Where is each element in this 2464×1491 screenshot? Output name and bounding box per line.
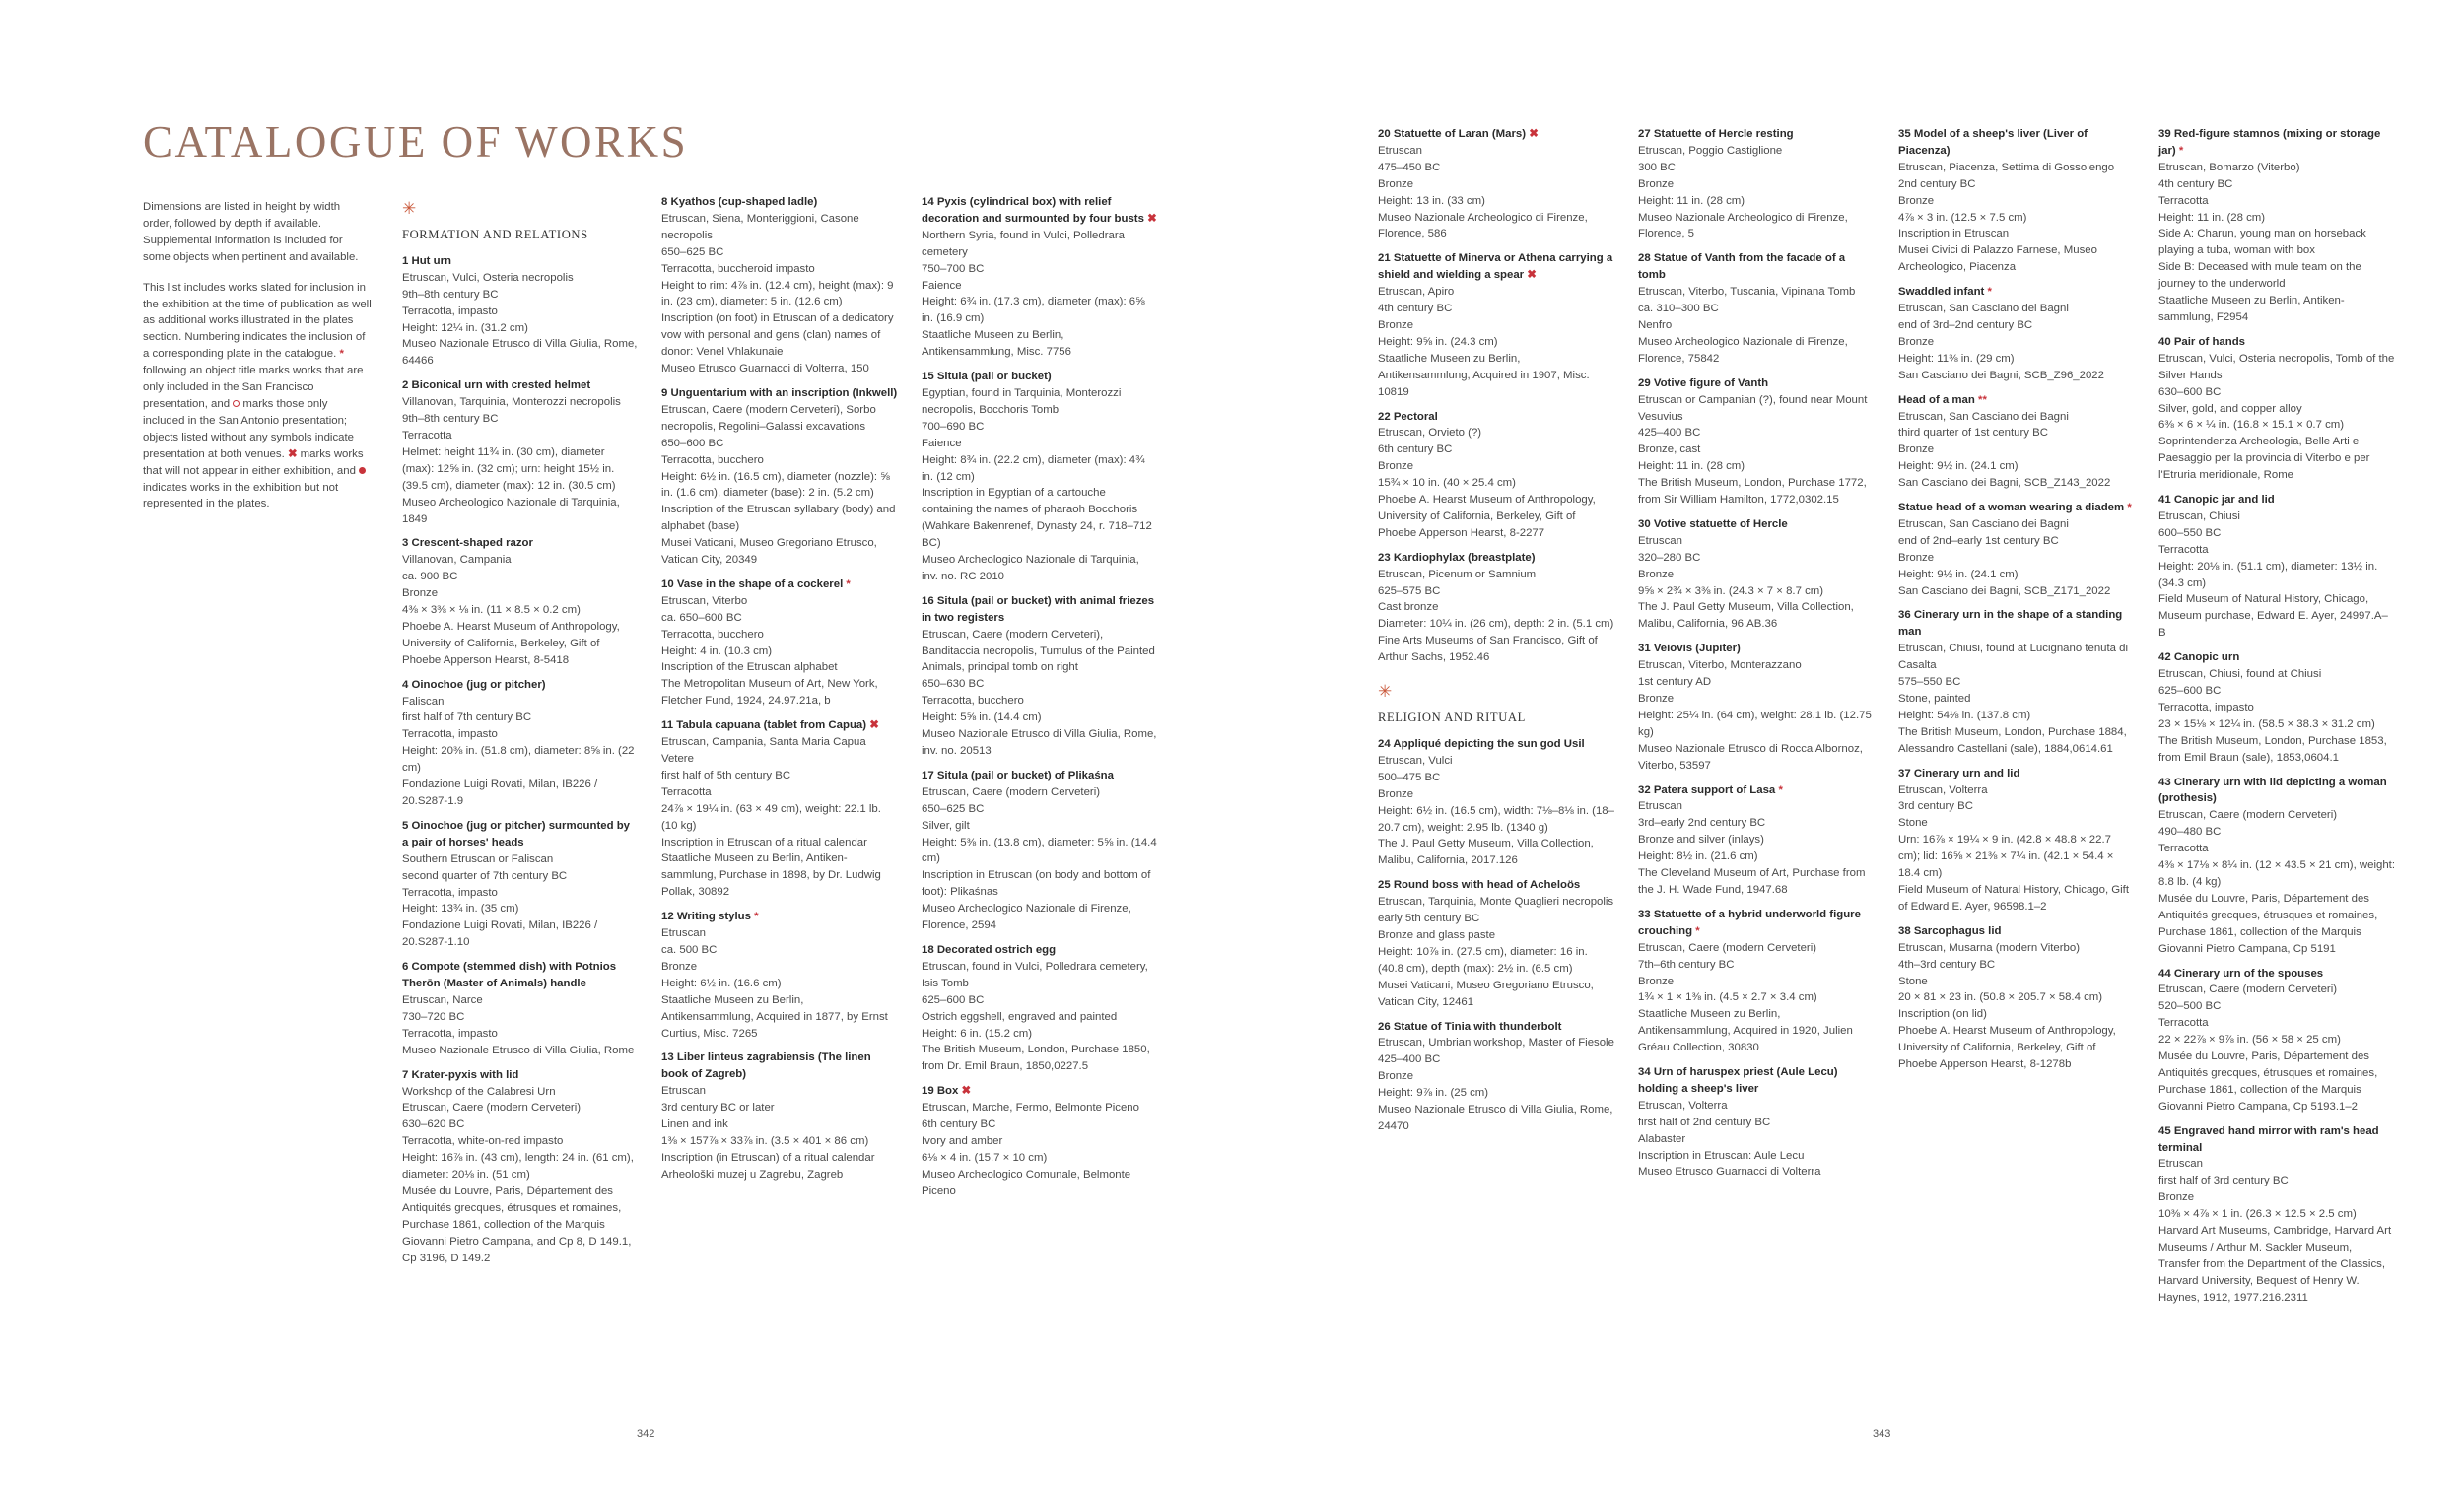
star-marker-icon: * (2178, 144, 2184, 157)
star-marker-icon: * (1987, 286, 1992, 299)
catalogue-entry: 3 Crescent-shaped razor Villanovan, Campania ca. 900 BC Bronze 4⅜ × 3⅜ × ⅛ in. (11 × 8.5 × 0.2 cm) Phoebe A. Hearst Museum of Anthropology, University of California, Berkeley, Gift of Phoebe Apperson Hearst, 8-5418 (402, 537, 620, 666)
catalogue-entry: 32 Patera support of Lasa * Etruscan 3rd–early 2nd century BC Bronze and silver (inlays) Height: 8½ in. (21.6 cm) The Cleveland Museum of Art, Purchase from the J. H. Wade Fund, 1947.68 (1638, 783, 1866, 896)
catalogue-entry: 39 Red-figure stamnos (mixing or storage jar) * Etruscan, Bomarzo (Viterbo) 4th century BC Terracotta Height: 11 in. (28 cm) Side A: Charun, young man on horseback playing a tuba, woman with box Side B: Deceased with mule team on the journey to the underworld Staatliche Museen zu Berlin, Antiken-sammlung, F2954 (2158, 128, 2381, 323)
catalogue-column-4 (1378, 126, 1614, 1143)
catalogue-entry: 40 Pair of hands Etruscan, Vulci, Osteria necropolis, Tomb of the Silver Hands 630–600 BC Silver, gold, and copper alloy 6⅜ × 6 × ¼ in. (16.8 × 15.1 × 0.7 cm) Soprintendenza Archeologia, Belle Arti e Paesaggio per la provincia di Viterbo e per l'Etruria meridionale, Rome (2158, 335, 2395, 482)
star-marker-icon: * (754, 911, 759, 923)
catalogue-column-3 (922, 194, 1158, 1208)
catalogue-entry: 35 Model of a sheep's liver (Liver of Piacenza) Etruscan, Piacenza, Settima di Gossolengo 2nd century BC Bronze 4⅞ × 3 in. (12.5 × 7.5 cm) Inscription in Etruscan Musei Civici di Palazzo Farnese, Museo Archeologico, Piacenza (1898, 128, 2115, 274)
catalogue-entry: 28 Statue of Vanth from the facade of a tomb Etruscan, Viterbo, Tuscania, Vipinana Tomb ca. 310–300 BC Nenfro Museo Archeologico Nazionale di Firenze, Florence, 75842 (1638, 252, 1856, 365)
catalogue-entry: 11 Tabula capuana (tablet from Capua) ✖ Etruscan, Campania, Santa Maria Capua Vetere first half of 5th century BC Terracotta 24⅞ × 19¼ in. (63 × 49 cm), weight: 22.1 lb. (10 kg) Inscription in Etruscan of a ritual calendar Staatliche Museen zu Berlin, Antiken-sammlung, Purchase in 1898, by Dr. Ludwig Pollak, 30892 (661, 719, 881, 899)
catalogue-entry: 43 Cinerary urn with lid depicting a woman (prothesis) Etruscan, Caere (modern Cerveteri) 490–480 BC Terracotta 4⅜ × 17⅛ × 8¼ in. (12 × 43.5 × 21 cm), weight: 8.8 lb. (4 kg) Musée du Louvre, Paris, Département des Antiquités grecques, étrusques et romaines, Purchase 1861, collection of the Marquis Giovanni Pietro Campana, Cp 5191 (2158, 776, 2395, 955)
catalogue-column-2 (661, 194, 898, 1191)
folio-right: 343 (1873, 1428, 1891, 1440)
catalogue-entry: 15 Situla (pail or bucket) Egyptian, found in Tarquinia, Monterozzi necropolis, Bocchoris Tomb 700–690 BC Faience Height: 8¾ in. (22.2 cm), diameter (max): 4¾ in. (12 cm) Inscription in Egyptian of a cartouche containing the names of pharaoh Bocchoris (Wahkare Bakenrenef, Dynasty 24, r. 718–712 BC) Museo Archeologico Nazionale di Tarquinia, inv. no. RC 2010 (922, 371, 1152, 582)
section-religion (1378, 682, 1614, 726)
catalogue-entry: 19 Box ✖ Etruscan, Marche, Fermo, Belmonte Piceno 6th century BC Ivory and amber 6⅛ × 4 in. (15.7 × 10 cm) Museo Archeologico Comunale, Belmonte Piceno (922, 1085, 1139, 1197)
catalogue-entry: 33 Statuette of a hybrid underworld figure crouching * Etruscan, Caere (modern Cerveteri) 7th–6th century BC Bronze 1¾ × 1 × 1⅜ in. (4.5 × 2.7 × 3.4 cm) Staatliche Museen zu Berlin, Antikensammlung, Acquired in 1920, Julien Gréau Collection, 30830 (1638, 908, 1861, 1054)
catalogue-entry: 34 Urn of haruspex priest (Aule Lecu) holding a sheep's liver Etruscan, Volterra first half of 2nd century BC Alabaster Inscription in Etruscan: Aule Lecu Museo Etrusco Guarnacci di Volterra (1638, 1066, 1838, 1179)
intro-paragraph-2: This list includes works slated for inclusion in the exhibition at the time of publication as well as additional works illustrated in the plates section. Numbering indicates the inclusion of a corresponding plate in the catalogue. * following an object title marks works that are only included in the San Francisco presentation, and marks those only included in the San Antonio presentation; objects listed without any symbols indicate presentation at both venues. ✖ marks works that will not appear in either exhibition, and indicates works in the exhibition but not represented in the plates. (143, 281, 372, 510)
catalogue-entry: 27 Statuette of Hercle resting Etruscan, Poggio Castiglione 300 BC Bronze Height: 11 in. (28 cm) Museo Nazionale Archeologico di Firenze, Florence, 5 (1638, 128, 1848, 240)
cross-marker-icon: ✖ (1527, 269, 1537, 282)
catalogue-entry: 38 Sarcophagus lid Etruscan, Musarna (modern Viterbo) 4th–3rd century BC Stone 20 × 81 × 23 in. (50.8 × 205.7 × 58.4 cm) Inscription (on lid) Phoebe A. Hearst Museum of Anthropology, University of California, Berkeley, Gift of Phoebe Apperson Hearst, 8-1278b (1898, 924, 2116, 1071)
section-title: RELIGION AND RITUAL (1378, 711, 1526, 725)
catalogue-entry: 6 Compote (stemmed dish) with Potnios Therōn (Master of Animals) handle Etruscan, Narce 730–720 BC Terracotta, impasto Museo Nazionale Etrusco di Villa Giulia, Rome (402, 961, 635, 1056)
catalogue-entry: 16 Situla (pail or bucket) with animal friezes in two registers Etruscan, Caere (modern Cerveteri), Banditaccia necropolis, Tumulus of the Painted Animals, principal tomb on right 650–630 BC Terracotta, bucchero Height: 5⅝ in. (14.4 cm) Museo Nazionale Etrusco di Villa Giulia, Rome, inv. no. 20513 (922, 594, 1157, 757)
cross-marker-icon: ✖ (1147, 212, 1157, 225)
cross-marker-icon: ✖ (1529, 128, 1539, 140)
catalogue-entry: 1 Hut urn Etruscan, Vulci, Osteria necropolis 9th–8th century BC Terracotta, impasto Height: 12¼ in. (31.2 cm) Museo Nazionale Etrusco di Villa Giulia, Rome, 64466 (402, 254, 638, 368)
catalogue-entry: 18 Decorated ostrich egg Etruscan, found in Vulci, Polledrara cemetery, Isis Tomb 625–600 BC Ostrich eggshell, engraved and painted Height: 6 in. (15.2 cm) The British Museum, London, Purchase 1850, from Dr. Emil Braun, 1850,0227.5 (922, 943, 1150, 1073)
catalogue-entry: 23 Kardiophylax (breastplate) Etruscan, Picenum or Samnium 625–575 BC Cast bronze Diameter: 10¼ in. (26 cm), depth: 2 in. (5.1 cm) Fine Arts Museums of San Francisco, Gift of Arthur Sachs, 1952.46 (1378, 551, 1614, 664)
catalogue-column-6 (1898, 126, 2135, 1081)
section-title: FORMATION AND RELATIONS (402, 228, 588, 241)
catalogue-entry: 25 Round boss with head of Acheloös Etruscan, Tarquinia, Monte Quaglieri necropolis early 5th century BC Bronze and glass paste Height: 10⅞ in. (27.5 cm), diameter: 16 in. (40.8 cm), depth (max): 2½ in. (6.5 cm) Musei Vaticani, Museo Gregoriano Etrusco, Vatican City, 12461 (1378, 879, 1614, 1008)
catalogue-entry: 13 Liber linteus zagrabiensis (The linen book of Zagreb) Etruscan 3rd century BC or later Linen and ink 1⅜ × 157⅞ × 33⅞ in. (3.5 × 401 × 86 cm) Inscription (in Etruscan) of a ritual calendar Arheološki muzej u Zagrebu, Zagreb (661, 1051, 875, 1181)
catalogue-entry: 31 Veiovis (Jupiter) Etruscan, Viterbo, Monterazzano 1st century AD Bronze Height: 25¼ in. (64 cm), weight: 28.1 lb. (12.75 kg) Museo Nazionale Etrusco di Rocca Albornoz, Viterbo, 53597 (1638, 643, 1872, 772)
catalogue-entry: 7 Krater-pyxis with lid Workshop of the Calabresi Urn Etruscan, Caere (modern Cerveteri) 630–620 BC Terracotta, white-on-red impasto Height: 16⅞ in. (43 cm), length: 24 in. (61 cm), diameter: 20⅛ in. (51 cm) Musée du Louvre, Paris, Département des Antiquités grecques, étrusques et romaines, Purchase 1861, collection of the Marquis Giovanni Pietro Campana, and Cp 8, D 149.1, Cp 3196, D 149.2 (402, 1068, 634, 1264)
catalogue-column-5 (1638, 126, 1875, 1188)
star-marker-icon: * (1778, 783, 1783, 796)
cross-marker-icon: ✖ (869, 719, 879, 732)
catalogue-column-1 (402, 199, 639, 1274)
intro-text (143, 199, 372, 526)
catalogue-entry: 17 Situla (pail or bucket) of Plikaśna Etruscan, Caere (modern Cerveteri) 650–625 BC Silver, gilt Height: 5⅜ in. (13.8 cm), diameter: 5⅝ in. (14.4 cm) Inscription in Etruscan (on body and bottom of foot): Plikaśnas Museo Archeologico Nazionale di Firenze, Florence, 2594 (922, 769, 1157, 932)
catalogue-entry: 20 Statuette of Laran (Mars) ✖ Etruscan 475–450 BC Bronze Height: 13 in. (33 cm) Museo Nazionale Archeologico di Firenze, Florence, 586 (1378, 128, 1588, 240)
intro-paragraph-1: Dimensions are listed in height by width order, followed by depth if available. Supplemental information is included for some objects when pertinent and available. (143, 201, 359, 263)
catalogue-entry: 36 Cinerary urn in the shape of a standing man Etruscan, Chiusi, found at Lucignano tenuta di Casalta 575–550 BC Stone, painted Height: 54⅛ in. (137.8 cm) The British Museum, London, Purchase 1884, Alessandro Castellani (sale), 1884,0614.61 (1898, 609, 2129, 755)
catalogue-entry: 30 Votive statuette of Hercle Etruscan 320–280 BC Bronze 9⅝ × 2¾ × 3⅜ in. (24.3 × 7 × 8.7 cm) The J. Paul Getty Museum, Villa Collection, Malibu, California, 96.AB.36 (1638, 517, 1854, 631)
catalogue-entry: 8 Kyathos (cup-shaped ladle) Etruscan, Siena, Monteriggioni, Casone necropolis 650–625 BC Terracotta, buccheroid impasto Height to rim: 4⅞ in. (12.4 cm), height (max): 9 in. (23 cm), diameter: 5 in. (12.6 cm) Inscription (on foot) in Etruscan of a dedicatory vow with personal and gens (clan) names of donor: Venel Vhlakunaie Museo Etrusco Guarnacci di Volterra, 150 (661, 196, 894, 375)
catalogue-column-7 (2158, 126, 2395, 1315)
rosette-icon: ✳ (1378, 682, 1393, 702)
catalogue-entry: 29 Votive figure of Vanth Etruscan or Campanian (?), found near Mount Vesuvius 425–400 BC Bronze, cast Height: 11 in. (28 cm) The British Museum, London, Purchase 1772, from Sir William Hamilton, 1772,0302.15 (1638, 376, 1868, 507)
star-marker-icon: * (339, 348, 344, 361)
catalogue-entry: 42 Canopic urn Etruscan, Chiusi, found at Chiusi 625–600 BC Terracotta, impasto 23 × 15⅛ × 12¼ in. (58.5 × 38.3 × 31.2 cm) The British Museum, London, Purchase 1853, from Emil Braun (sale), 1853,0604.1 (2158, 651, 2387, 764)
catalogue-entry: 5 Oinochoe (jug or pitcher) surmounted by a pair of horses' heads Southern Etruscan or Faliscan second quarter of 7th century BC Terracotta, impasto Height: 13¾ in. (35 cm) Fondazione Luigi Rovati, Milan, IB226 / 20.S287-1.10 (402, 819, 630, 949)
catalogue-entry: 24 Appliqué depicting the sun god Usil Etruscan, Vulci 500–475 BC Bronze Height: 6½ in. (16.5 cm), width: 7⅛–8⅛ in. (18–20.7 cm), weight: 2.95 lb. (1340 g) The J. Paul Getty Museum, Villa Collection, Malibu, California, 2017.126 (1378, 738, 1614, 867)
rosette-icon: ✳ (402, 199, 417, 218)
catalogue-entry: 41 Canopic jar and lid Etruscan, Chiusi 600–550 BC Terracotta Height: 20⅛ in. (51.1 cm), diameter: 13½ in. (34.3 cm) Field Museum of Natural History, Chicago, Museum purchase, Edward E. Ayer, 24997.A–B (2158, 494, 2388, 640)
catalogue-entry: 26 Statue of Tinia with thunderbolt Etruscan, Umbrian workshop, Master of Fiesole 425–400 BC Bronze Height: 9⅞ in. (25 cm) Museo Nazionale Etrusco di Villa Giulia, Rome, 24470 (1378, 1020, 1614, 1132)
section-formation (402, 199, 639, 243)
catalogue-entry: 44 Cinerary urn of the spouses Etruscan, Caere (modern Cerveteri) 520–500 BC Terracotta 22 × 22⅞ × 9⅞ in. (56 × 58 × 25 cm) Musée du Louvre, Paris, Département des Antiquités grecques, étrusques et romaines, Purchase 1861, collection of the Marquis Giovanni Pietro Campana, Cp 5193.1–2 (2158, 967, 2378, 1113)
star-marker-icon: * (1695, 924, 1700, 937)
cross-marker-icon: ✖ (961, 1085, 972, 1098)
star-marker-icon: * (2127, 502, 2132, 514)
catalogue-entry: 45 Engraved hand mirror with ram's head terminal Etruscan first half of 3rd century BC Bronze 10⅜ × 4⅞ × 1 in. (26.3 × 12.5 × 2.5 cm) Harvard Art Museums, Cambridge, Harvard Art Museums / Arthur M. Sackler Museum, Transfer from the Department of the Classics, Harvard University, Bequest of Henry W. Haynes, 1912, 1977.216.2311 (2158, 1124, 2392, 1304)
star-marker-icon: * (846, 577, 851, 590)
star-marker-icon: ** (1978, 393, 1987, 406)
catalogue-entry: 9 Unguentarium with an inscription (Inkwell) Etruscan, Caere (modern Cerveteri), Sorbo necropolis, Regolini–Galassi excavations 650–600 BC Terracotta, bucchero Height: 6½ in. (16.5 cm), diameter (nozzle): ⅝ in. (1.6 cm), diameter (base): 2 in. (5.2 cm) Inscription of the Etruscan syllabary (body) and alphabet (base) Musei Vaticani, Museo Gregoriano Etrusco, Vatican City, 20349 (661, 386, 898, 567)
catalogue-entry: Head of a man ** Etruscan, San Casciano dei Bagni third quarter of 1st century BC Bronze Height: 9½ in. (24.1 cm) San Casciano dei Bagni, SCB_Z143_2022 (1898, 393, 2111, 490)
ring-marker-icon (233, 400, 240, 407)
catalogue-entry: 12 Writing stylus * Etruscan ca. 500 BC Bronze Height: 6½ in. (16.6 cm) Staatliche Museen zu Berlin, Antikensammlung, Acquired in 1877, by Ernst Curtius, Misc. 7265 (661, 911, 888, 1040)
catalogue-entry: Swaddled infant * Etruscan, San Casciano dei Bagni end of 3rd–2nd century BC Bronze Height: 11⅜ in. (29 cm) San Casciano dei Bagni, SCB_Z96_2022 (1898, 286, 2104, 381)
catalogue-entry: 2 Biconical urn with crested helmet Villanovan, Tarquinia, Monterozzi necropolis 9th–8th century BC Terracotta Helmet: height 11¾ in. (30 cm), diameter (max): 12⅝ in. (32 cm); urn: height 15½ in. (39.5 cm), diameter (max): 12 in. (30.5 cm) Museo Archeologico Nazionale di Tarquinia, 1849 (402, 379, 621, 525)
catalogue-entry: 4 Oinochoe (jug or pitcher) Faliscan first half of 7th century BC Terracotta, impasto Height: 20⅜ in. (51.8 cm), diameter: 8⅝ in. (22 cm) Fondazione Luigi Rovati, Milan, IB226 / 20.S287-1.9 (402, 678, 635, 807)
dot-marker-icon (359, 467, 366, 474)
catalogue-entry: 10 Vase in the shape of a cockerel * Etruscan, Viterbo ca. 650–600 BC Terracotta, bucchero Height: 4 in. (10.3 cm) Inscription of the Etruscan alphabet The Metropolitan Museum of Art, New York, Fletcher Fund, 1924, 24.97.21a, b (661, 577, 878, 708)
catalogue-entry: 22 Pectoral Etruscan, Orvieto (?) 6th century BC Bronze 15¾ × 10 in. (40 × 25.4 cm) Phoebe A. Hearst Museum of Anthropology, University of California, Berkeley, Gift of Phoebe Apperson Hearst, 8-2277 (1378, 410, 1596, 539)
page-title: CATALOGUE OF WORKS (143, 117, 689, 167)
cross-marker-icon: ✖ (287, 447, 298, 460)
catalogue-entry: 21 Statuette of Minerva or Athena carrying a shield and wielding a spear ✖ Etruscan, Apiro 4th century BC Bronze Height: 9⅝ in. (24.3 cm) Staatliche Museen zu Berlin, Antikensammlung, Acquired in 1907, Misc. 10819 (1378, 252, 1613, 398)
catalogue-entry: Statue head of a woman wearing a diadem * Etruscan, San Casciano dei Bagni end of 2nd–early 1st century BC Bronze Height: 9½ in. (24.1 cm) San Casciano dei Bagni, SCB_Z171_2022 (1898, 502, 2132, 597)
catalogue-entry: 14 Pyxis (cylindrical box) with relief decoration and surmounted by four busts ✖ Northern Syria, found in Vulci, Polledrara cemetery 750–700 BC Faience Height: 6¾ in. (17.3 cm), diameter (max): 6⅝ in. (16.9 cm) Staatliche Museen zu Berlin, Antikensammlung, Misc. 7756 (922, 196, 1157, 359)
folio-left: 342 (637, 1428, 655, 1440)
catalogue-entry: 37 Cinerary urn and lid Etruscan, Volterra 3rd century BC Stone Urn: 16⅞ × 19¼ × 9 in. (42.8 × 48.8 × 22.7 cm); lid: 16⅝ × 21⅜ × 7¼ in. (42.1 × 54.4 × 18.4 cm) Field Museum of Natural History, Chicago, Gift of Edward E. Ayer, 96598.1–2 (1898, 767, 2130, 913)
